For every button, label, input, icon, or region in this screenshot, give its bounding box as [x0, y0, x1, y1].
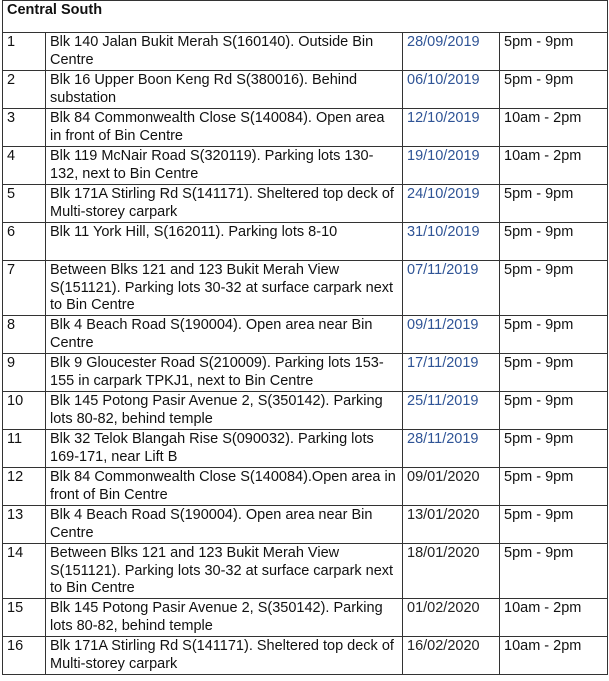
- row-time: 5pm - 9pm: [500, 468, 608, 506]
- row-number: 6: [3, 223, 46, 261]
- region-header: Central South: [3, 1, 608, 33]
- row-date: 19/10/2019: [403, 147, 500, 185]
- table-row: [3, 637, 608, 675]
- row-date: 09/11/2019: [403, 316, 500, 354]
- row-number: 15: [3, 599, 46, 637]
- row-date: 24/10/2019: [403, 185, 500, 223]
- row-location: Blk 32 Telok Blangah Rise S(090032). Parking lots 169-171, near Lift B: [46, 430, 403, 468]
- row-location: Blk 4 Beach Road S(190004). Open area near Bin Centre: [46, 316, 403, 354]
- row-number: 7: [3, 261, 46, 316]
- row-time: 10am - 2pm: [500, 109, 608, 147]
- row-date: 01/02/2020: [403, 599, 500, 637]
- row-location: Blk 4 Beach Road S(190004). Open area near Bin Centre: [46, 506, 403, 544]
- row-number: 5: [3, 185, 46, 223]
- row-location: Blk 84 Commonwealth Close S(140084).Open area in front of Bin Centre: [46, 468, 403, 506]
- row-location: Blk 16 Upper Boon Keng Rd S(380016). Behind substation: [46, 71, 403, 109]
- table-row: [3, 109, 608, 147]
- row-location: Blk 9 Gloucester Road S(210009). Parking lots 153-155 in carpark TPKJ1, next to Bin Centre: [46, 354, 403, 392]
- row-time: 10am - 2pm: [500, 147, 608, 185]
- row-location: Blk 11 York Hill, S(162011). Parking lots 8-10: [46, 223, 403, 261]
- row-number: 16: [3, 637, 46, 675]
- row-date: 25/11/2019: [403, 392, 500, 430]
- row-number: 1: [3, 33, 46, 71]
- row-number: 4: [3, 147, 46, 185]
- row-number: 11: [3, 430, 46, 468]
- table-row: [3, 147, 608, 185]
- table-row: [3, 392, 608, 430]
- row-location: Blk 171A Stirling Rd S(141171). Sheltered top deck of Multi-storey carpark: [46, 185, 403, 223]
- schedule-table: [2, 0, 608, 675]
- row-location: Blk 145 Potong Pasir Avenue 2, S(350142). Parking lots 80-82, behind temple: [46, 392, 403, 430]
- row-number: 13: [3, 506, 46, 544]
- row-time: 10am - 2pm: [500, 637, 608, 675]
- row-number: 9: [3, 354, 46, 392]
- row-location: Between Blks 121 and 123 Bukit Merah View S(151121). Parking lots 30-32 at surface carpark next to Bin Centre: [46, 261, 403, 316]
- row-number: 14: [3, 544, 46, 599]
- row-date: 16/02/2020: [403, 637, 500, 675]
- row-location: Blk 171A Stirling Rd S(141171). Sheltered top deck of Multi-storey carpark: [46, 637, 403, 675]
- row-date: 06/10/2019: [403, 71, 500, 109]
- row-date: 31/10/2019: [403, 223, 500, 261]
- row-date: 13/01/2020: [403, 506, 500, 544]
- table-row: [3, 261, 608, 316]
- row-time: 5pm - 9pm: [500, 354, 608, 392]
- table-row: [3, 599, 608, 637]
- row-location: Blk 119 McNair Road S(320119). Parking lots 130-132, next to Bin Centre: [46, 147, 403, 185]
- row-location: Blk 145 Potong Pasir Avenue 2, S(350142). Parking lots 80-82, behind temple: [46, 599, 403, 637]
- table-row: [3, 468, 608, 506]
- table-row: [3, 33, 608, 71]
- row-location: Blk 140 Jalan Bukit Merah S(160140). Outside Bin Centre: [46, 33, 403, 71]
- table-row: [3, 71, 608, 109]
- row-date: 18/01/2020: [403, 544, 500, 599]
- row-date: 28/09/2019: [403, 33, 500, 71]
- row-time: 5pm - 9pm: [500, 71, 608, 109]
- row-time: 5pm - 9pm: [500, 544, 608, 599]
- row-date: 09/01/2020: [403, 468, 500, 506]
- table-row: [3, 544, 608, 599]
- row-number: 12: [3, 468, 46, 506]
- table-row: [3, 185, 608, 223]
- table-row: [3, 506, 608, 544]
- row-date: 28/11/2019: [403, 430, 500, 468]
- row-time: 5pm - 9pm: [500, 185, 608, 223]
- row-time: 5pm - 9pm: [500, 316, 608, 354]
- row-number: 3: [3, 109, 46, 147]
- row-date: 12/10/2019: [403, 109, 500, 147]
- row-date: 07/11/2019: [403, 261, 500, 316]
- row-time: 5pm - 9pm: [500, 506, 608, 544]
- row-time: 5pm - 9pm: [500, 223, 608, 261]
- row-location: Blk 84 Commonwealth Close S(140084). Open area in front of Bin Centre: [46, 109, 403, 147]
- table-row: [3, 223, 608, 261]
- row-date: 17/11/2019: [403, 354, 500, 392]
- row-number: 8: [3, 316, 46, 354]
- table-row: [3, 430, 608, 468]
- table-row: [3, 354, 608, 392]
- row-time: 10am - 2pm: [500, 599, 608, 637]
- row-location: Between Blks 121 and 123 Bukit Merah View S(151121). Parking lots 30-32 at surface carpark next to Bin Centre: [46, 544, 403, 599]
- row-number: 10: [3, 392, 46, 430]
- row-number: 2: [3, 71, 46, 109]
- row-time: 5pm - 9pm: [500, 261, 608, 316]
- row-time: 5pm - 9pm: [500, 392, 608, 430]
- row-time: 5pm - 9pm: [500, 430, 608, 468]
- row-time: 5pm - 9pm: [500, 33, 608, 71]
- table-row: [3, 316, 608, 354]
